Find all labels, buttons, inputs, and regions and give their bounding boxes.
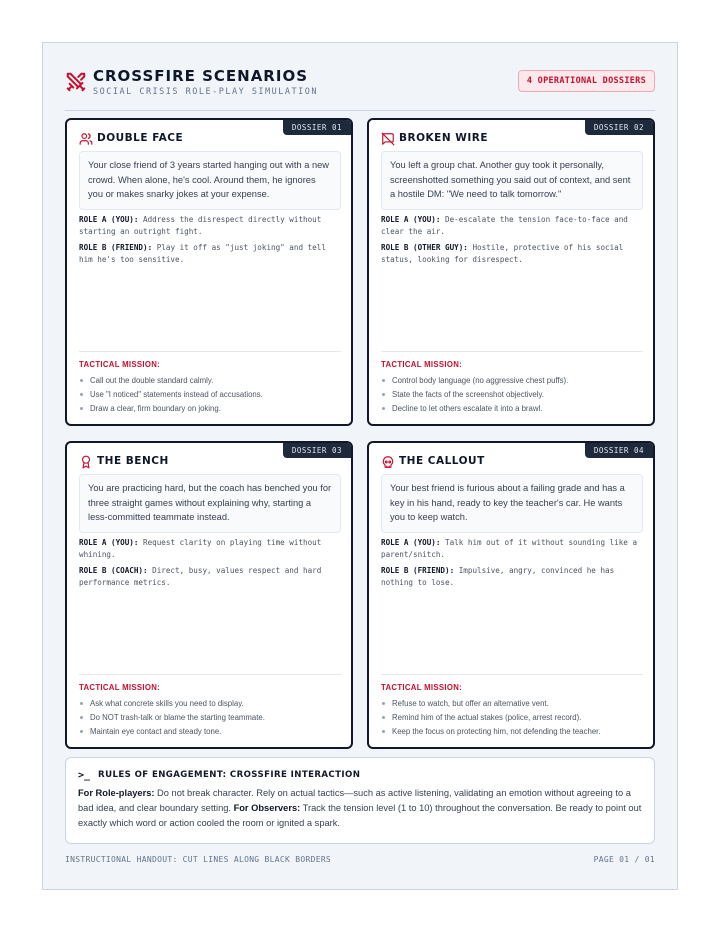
- dossier-card-the-callout: [367, 441, 655, 749]
- role-b: [381, 565, 645, 589]
- roles: [79, 214, 343, 270]
- mission-item: Keep the focus on protecting him, not defending the teacher.: [381, 725, 643, 739]
- observers-label: For Observers:: [233, 803, 301, 813]
- roles: [79, 537, 343, 593]
- rules-header: [78, 768, 642, 782]
- roles: [381, 537, 645, 593]
- role-a-label: ROLE A (YOU):: [79, 215, 139, 224]
- role-b: [79, 565, 343, 589]
- role-a-label: ROLE A (YOU):: [381, 215, 441, 224]
- role-players-text: Do not break character. Rely on actual tactics—such as active listening, validating an emotion without agreeing to a bad idea, and clear boundary setting.: [78, 788, 631, 813]
- role-a: [381, 214, 645, 238]
- mission-item: Call out the double standard calmly.: [79, 374, 341, 388]
- role-b-label: ROLE B (COACH):: [79, 566, 148, 575]
- rules-body: [78, 786, 642, 831]
- mission-item: Do NOT trash-talk or blame the starting teammate.: [79, 711, 341, 725]
- dossier-card-the-bench: [65, 441, 353, 749]
- page-header: [65, 65, 655, 111]
- role-players-label: For Role-players:: [78, 788, 155, 798]
- roles: [381, 214, 645, 270]
- page-number: PAGE 01 / 01: [593, 855, 655, 864]
- mission-item: Ask what concrete skills you need to display.: [79, 697, 341, 711]
- mission-item: Refuse to watch, but offer an alternative vent.: [381, 697, 643, 711]
- tactical-mission: [79, 351, 341, 416]
- page-title: CROSSFIRE SCENARIOS: [93, 67, 308, 85]
- mission-item: State the facts of the screenshot objectively.: [381, 388, 643, 402]
- terminal-prompt-icon: >_: [78, 769, 91, 781]
- mission-title: TACTICAL MISSION:: [381, 360, 463, 369]
- role-a-label: ROLE A (YOU):: [381, 538, 441, 547]
- mission-item: Remind him of the actual stakes (police, arrest record).: [381, 711, 643, 725]
- role-b-label: ROLE B (FRIEND):: [381, 566, 455, 575]
- role-b-text: Impulsive, angry, convinced he has nothing to lose.: [381, 566, 615, 587]
- mission-title: TACTICAL MISSION:: [79, 360, 161, 369]
- dossier-tag: DOSSIER 03: [283, 443, 351, 458]
- dossier-tag: DOSSIER 02: [585, 120, 653, 135]
- rules-title: RULES OF ENGAGEMENT: CROSSFIRE INTERACTION: [98, 770, 361, 780]
- mission-item: Decline to let others escalate it into a brawl.: [381, 402, 643, 416]
- tactical-mission: [79, 674, 341, 739]
- rules-of-engagement: [65, 757, 655, 844]
- role-b-text: Play it off as "just joking" and tell him he's too sensitive.: [79, 243, 326, 264]
- dossier-card-double-face: [65, 118, 353, 426]
- role-b: [79, 242, 343, 266]
- card-title: THE CALLOUT: [399, 455, 485, 467]
- handout-page: [42, 42, 678, 890]
- role-a-text: De-escalate the tension face-to-face and clear the air.: [381, 215, 628, 236]
- award-ribbon-icon: [79, 455, 93, 469]
- footer-instructions: INSTRUCTIONAL HANDOUT: CUT LINES ALONG BLACK BORDERS: [65, 855, 332, 864]
- scenario-text: You are practicing hard, but the coach has benched you for three straight games without explaining why, starting a less-committed teammate instead.: [79, 474, 341, 533]
- dossier-count-badge: 4 OPERATIONAL DOSSIERS: [518, 70, 655, 92]
- tactical-mission: [381, 674, 643, 739]
- observers-text: Track the tension level (1 to 10) throughout the conversation. Be ready to point out exactly which word or action cooled the room or ignited a spark.: [78, 803, 642, 828]
- page-subtitle: SOCIAL CRISIS ROLE-PLAY SIMULATION: [93, 87, 318, 97]
- scenario-text: Your best friend is furious about a failing grade and has a key in his hand, ready to key the teacher's car. He wants you to keep watch.: [381, 474, 643, 533]
- dossier-tag: DOSSIER 04: [585, 443, 653, 458]
- role-a: [381, 537, 645, 561]
- role-b-text: Hostile, protective of his social status, looking for disrespect.: [381, 243, 624, 264]
- dossier-card-broken-wire: [367, 118, 655, 426]
- skull-icon: [381, 455, 395, 469]
- role-b-label: ROLE B (FRIEND):: [79, 243, 153, 252]
- card-title: THE BENCH: [97, 455, 169, 467]
- mission-item: Use "I noticed" statements instead of accusations.: [79, 388, 341, 402]
- role-b: [381, 242, 645, 266]
- card-title: BROKEN WIRE: [399, 132, 489, 144]
- mission-title: TACTICAL MISSION:: [79, 683, 161, 692]
- crossed-swords-icon: [65, 71, 87, 93]
- role-b-label: ROLE B (OTHER GUY):: [381, 243, 468, 252]
- card-title: DOUBLE FACE: [97, 132, 184, 144]
- role-b-text: Direct, busy, values respect and hard performance metrics.: [79, 566, 322, 587]
- role-a: [79, 537, 343, 561]
- mission-item: Draw a clear, firm boundary on joking.: [79, 402, 341, 416]
- dossier-tag: DOSSIER 01: [283, 120, 351, 135]
- role-a: [79, 214, 343, 238]
- role-a-text: Talk him out of it without sounding like a parent/snitch.: [381, 538, 638, 559]
- message-off-icon: [381, 132, 395, 146]
- mission-item: Maintain eye contact and steady tone.: [79, 725, 341, 739]
- mission-title: TACTICAL MISSION:: [381, 683, 463, 692]
- role-a-label: ROLE A (YOU):: [79, 538, 139, 547]
- role-a-text: Request clarity on playing time without whining.: [79, 538, 322, 559]
- mission-item: Control body language (no aggressive chest puffs).: [381, 374, 643, 388]
- users-icon: [79, 132, 93, 146]
- scenario-text: Your close friend of 3 years started hanging out with a new crowd. When alone, he's cool. Around them, he ignores you or makes snarky jokes at your expense.: [79, 151, 341, 210]
- tactical-mission: [381, 351, 643, 416]
- role-a-text: Address the disrespect directly without starting an outright fight.: [79, 215, 322, 236]
- scenario-text: You left a group chat. Another guy took it personally, screenshotted something you said out of context, and sent a hostile DM: "We need to talk tomorrow.": [381, 151, 643, 210]
